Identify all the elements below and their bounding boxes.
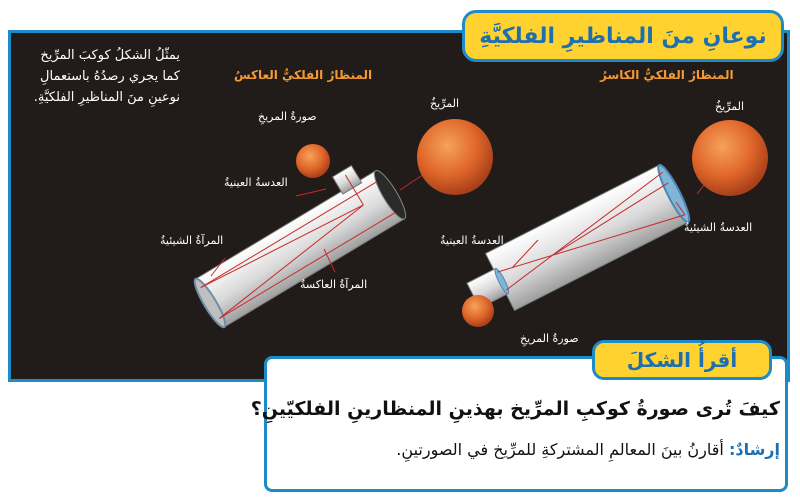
mars-planet-reflector — [417, 119, 493, 195]
reflector-tube — [196, 171, 405, 327]
refractor-mars-label: المرِّيخُ — [715, 100, 744, 113]
mars-image-refractor — [462, 295, 494, 327]
intro-text: يمثّلُ الشكلُ كوكبَ المرِّيخ كما يجري رصدُهُ باستعمالِ نوعينِ منَ المناظيرِ الفلكيَّةِ. — [33, 48, 180, 105]
reflector-header: المنظارُ الفلكيُّ العاكسُ — [234, 68, 373, 82]
mars-image-reflector — [296, 144, 330, 178]
title-tab: نوعانِ منَ المناظيرِ الفلكيَّةِ — [462, 10, 784, 62]
reflector-mars-label: المرِّيخُ — [430, 97, 459, 110]
hint-line — [270, 440, 780, 459]
question-text: كيفَ تُرى صورةُ كوكبِ المرِّيخ بهذينِ المنظارينِ الفلكيّينِ؟ — [250, 398, 780, 420]
read-figure-tab: أقرأُ الشكلَ — [592, 340, 772, 380]
reflector-reflecting-mirror-label: المرآةُ العاكسةُ — [300, 278, 368, 291]
hint-text: أقارنُ بينَ المعالمِ المشتركةِ للمرِّيخ في الصورتينِ. — [396, 440, 724, 459]
reflector-eyepiece-label: العدسةُ العينيةُ — [224, 176, 288, 189]
refractor-eyepiece-label: العدسةُ العينيةُ — [440, 234, 504, 247]
mars-planet-refractor — [692, 120, 768, 196]
refractor-image-label: صورةُ المريخِ — [520, 332, 579, 345]
reflector-objective-mirror-label: المرآةُ الشيئيةُ — [160, 234, 224, 247]
refractor-tube — [485, 165, 688, 311]
refractor-header: المنظارُ الفلكيُّ الكاسرُ — [600, 68, 734, 82]
hint-label: إرشادٌ: — [728, 440, 780, 459]
refractor-objective-lens-label: العدسةُ الشيئيةُ — [684, 221, 753, 234]
reflector-image-label: صورةُ المريخِ — [258, 110, 317, 123]
